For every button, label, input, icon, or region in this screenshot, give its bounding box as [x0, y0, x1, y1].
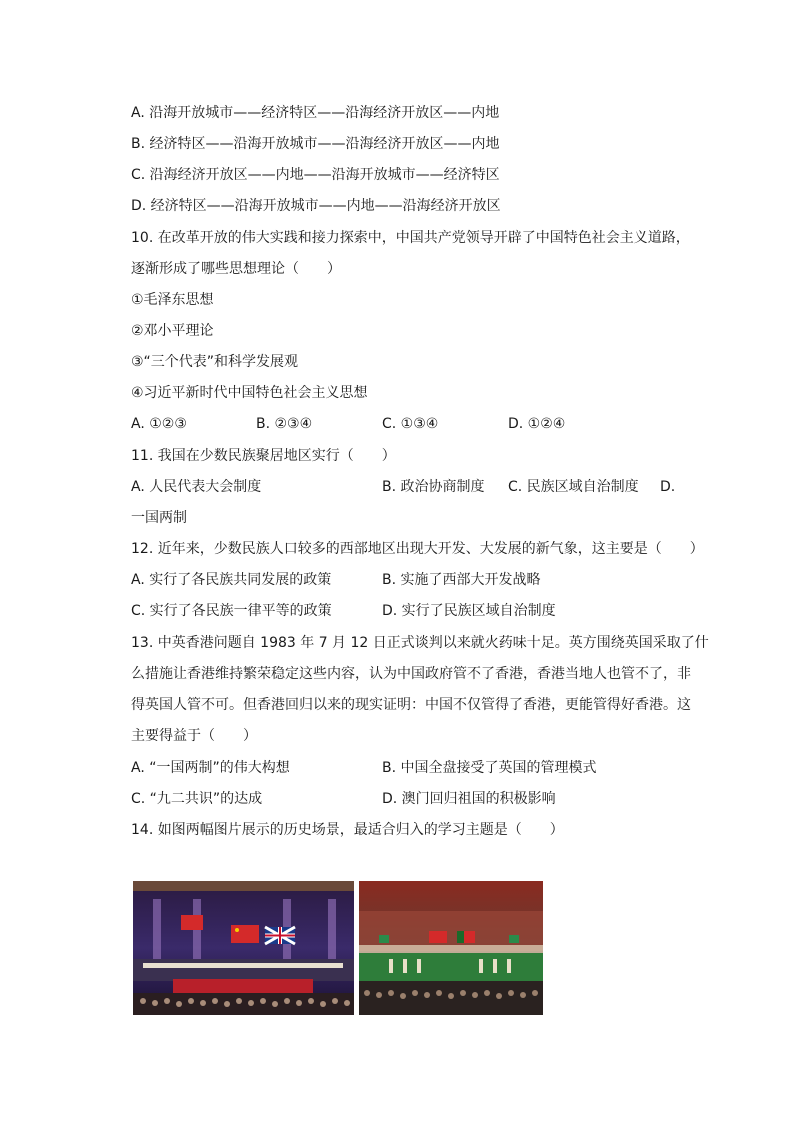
q11-stem: 11. 我国在少数民族聚居地区实行（ ） — [131, 448, 396, 464]
q10-option-d: D. ①②④ — [508, 416, 566, 432]
q13-option-b: B. 中国全盘接受了英国的管理模式 — [382, 760, 597, 776]
q13-line-1: 13. 中英香港问题自 1983 年 7 月 12 日正式谈判以来就火药味十足。英方围绕英国采取了什 — [131, 635, 709, 651]
q11-option-d-text: 一国两制 — [131, 510, 187, 526]
q13-option-c: C. “九二共识”的达成 — [131, 791, 263, 807]
q10-option-c: C. ①③④ — [382, 416, 439, 432]
macau-handover-photo — [359, 881, 543, 1015]
q10-item-1: ①毛泽东思想 — [131, 292, 214, 308]
q9-option-b: B. 经济特区——沿海开放城市——沿海经济开放区——内地 — [131, 136, 500, 152]
q10-stem-line2: 逐渐形成了哪些思想理论（ ） — [131, 261, 341, 277]
q14-stem: 14. 如图两幅图片展示的历史场景，最适合归入的学习主题是（ ） — [131, 822, 564, 838]
q13-line-4: 主要得益于（ ） — [131, 728, 257, 744]
q9-option-d: D. 经济特区——沿海开放城市——内地——沿海经济开放区 — [131, 198, 501, 214]
q12-option-c: C. 实行了各民族一律平等的政策 — [131, 603, 332, 619]
q13-line-3: 得英国人管不可。但香港回归以来的现实证明：中国不仅管得了香港，更能管得好香港。这 — [131, 697, 691, 713]
hong-kong-handover-photo — [133, 881, 354, 1015]
q10-option-b: B. ②③④ — [256, 416, 313, 432]
q12-option-b: B. 实施了西部大开发战略 — [382, 572, 541, 588]
q11-option-a: A. 人民代表大会制度 — [131, 479, 262, 495]
q11-option-b: B. 政治协商制度 — [382, 479, 485, 495]
q10-item-4: ④习近平新时代中国特色社会主义思想 — [131, 385, 368, 401]
q12-option-a: A. 实行了各民族共同发展的政策 — [131, 572, 332, 588]
q11-option-c: C. 民族区域自治制度 — [508, 479, 639, 495]
q10-item-3: ③“三个代表”和科学发展观 — [131, 354, 299, 370]
q13-option-d: D. 澳门回归祖国的积极影响 — [382, 791, 556, 807]
q9-option-a: A. 沿海开放城市——经济特区——沿海经济开放区——内地 — [131, 105, 500, 121]
q9-option-c: C. 沿海经济开放区——内地——沿海开放城市——经济特区 — [131, 167, 500, 183]
q10-stem-line1: 10. 在改革开放的伟大实践和接力探索中，中国共产党领导开辟了中国特色社会主义道路， — [131, 230, 690, 246]
q11-option-d-letter: D. — [660, 479, 676, 495]
q13-option-a: A. “一国两制”的伟大构想 — [131, 760, 290, 776]
q10-option-a: A. ①②③ — [131, 416, 187, 432]
q10-item-2: ②邓小平理论 — [131, 323, 214, 339]
q13-line-2: 么措施让香港维持繁荣稳定这些内容，认为中国政府管不了香港，香港当地人也管不了，非 — [131, 666, 691, 682]
q12-option-d: D. 实行了民族区域自治制度 — [382, 603, 556, 619]
q12-stem: 12. 近年来，少数民族人口较多的西部地区出现大开发、大发展的新气象，这主要是（ ） — [131, 541, 704, 557]
